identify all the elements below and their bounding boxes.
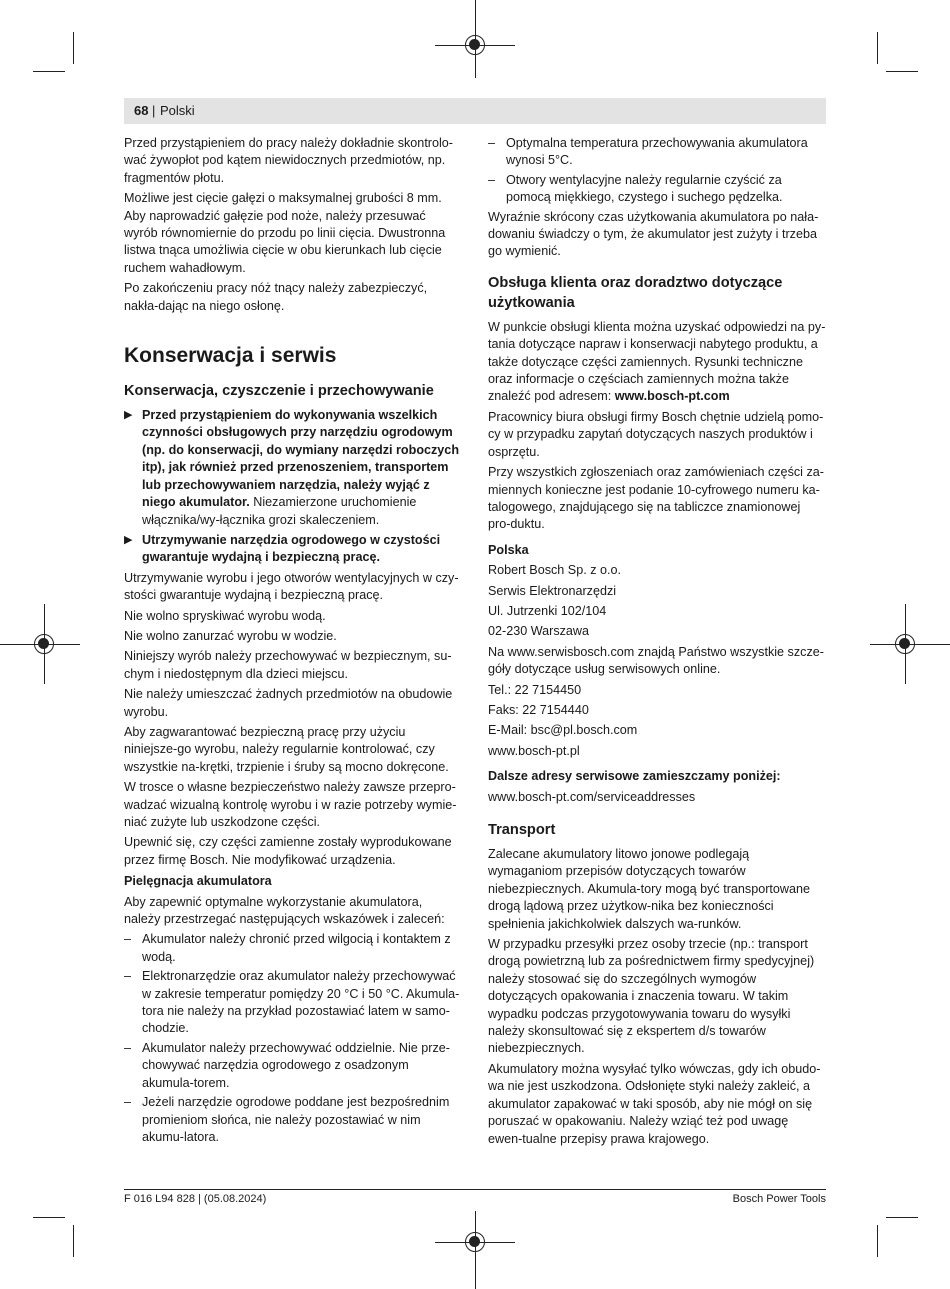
intro-paragraph: Możliwe jest cięcie gałęzi o maksymalnej grubości 8 mm. Aby naprowadzić gałęzie pod noże, należy przesuwać wyrób równomiernie do przodu po linii cięcia. Dwustronna listwa tnąca umożliwia cięcie w obu kierunkach lub cięcie ruchem wahadłowym. (124, 191, 446, 275)
triangle-bullet-icon: ▶ (124, 533, 133, 546)
warning-item (124, 407, 462, 529)
address-line: Ul. Jutrzenki 102/104 (488, 603, 607, 618)
warning-item (124, 532, 462, 567)
intro-paragraph: Przed przystąpieniem do pracy należy dokładnie skontrolo-wać żywopłot pod kątem niewidocznych przedmiotów, np. fragmentów płotu. (124, 136, 454, 185)
warning-bold-text: Przed przystąpieniem do wykonywania wszelkich czynności obsługowych przy narzędziu ogrodowym (np. do konserwacji, do wymiany narzędzi roboczych itp), jak również przed przenoszeniem, transportem lub przechowywaniem narzędzia, należy wyjąć z niego akumulator. (142, 408, 460, 510)
footer-rule (124, 1189, 826, 1190)
header-language: Polski (160, 103, 195, 118)
list-item-text: Optymalna temperatura przechowywania akumulatora wynosi 5°C. (506, 136, 808, 168)
list-item-text: Elektronarzędzie oraz akumulator należy przechowywać w zakresie temperatur pomiędzy 20 °C i 50 °C. Akumula-tora nie należy na przykład pozostawiać latem w samo-chodzie. (142, 969, 460, 1036)
body-paragraph: Nie wolno zanurzać wyrobu w wodzie. (124, 628, 337, 643)
address-line: Robert Bosch Sp. z o.o. (488, 563, 622, 578)
body-paragraph: W trosce o własne bezpieczeństwo należy zawsze przepro-wadzać wizualną kontrolę wyrobu i w razie potrzeby wymie-niać zużyte lub uszkodzone części. (124, 780, 457, 829)
crop-mark (886, 71, 918, 72)
dash-bullet: – (124, 1040, 132, 1055)
page-number: 68 (134, 103, 149, 118)
address-line: www.bosch-pt.pl (488, 743, 580, 758)
registration-mark-icon (465, 35, 485, 55)
page-header-bar (124, 98, 826, 124)
address-line: Tel.: 22 7154450 (488, 682, 582, 697)
list-item (124, 968, 462, 1038)
dash-bullet: – (124, 969, 132, 984)
list-item-text: Otwory wentylacyjne należy regularnie czyścić za pomocą miękkiego, czystego i suchego pędzelka. (506, 172, 783, 205)
crop-mark (73, 1225, 74, 1257)
body-paragraph: Aby zagwarantować bezpieczną pracę przy użyciu niniejsze-go wyrobu, należy regularnie kontrolować, czy wszystkie na-krętki, trzpienie i śruby są mocno dokręcone. (124, 724, 449, 774)
registration-mark-icon (465, 1232, 485, 1252)
body-paragraph: Niniejszy wyrób należy przechowywać w bezpiecznym, su-chym i niedostępnym dla dzieci miejscu. (124, 649, 452, 681)
list-item-text: Jeżeli narzędzie ogrodowe poddane jest bezpośrednim promieniom słońca, nie należy pozostawiać w nim akumu-latora. (142, 1095, 450, 1144)
registration-mark-icon (895, 634, 915, 654)
bosch-website-link[interactable]: www.bosch-pt.com (614, 389, 730, 404)
crop-mark (33, 1217, 65, 1218)
list-item-text: Akumulator należy chronić przed wilgocią i kontaktem z wodą. (142, 932, 451, 964)
crop-mark (877, 1225, 878, 1257)
section-title: Konserwacja i serwis (124, 344, 337, 368)
footer-document-id: F 016 L94 828 | (05.08.2024) (124, 1193, 267, 1205)
list-item (124, 1040, 462, 1092)
crop-mark (73, 32, 74, 64)
body-paragraph: Upewnić się, czy części zamienne zostały wyprodukowane przez firmę Bosch. Nie modyfikować urządzenia. (124, 835, 452, 867)
service-text: W punkcie obsługi klienta można uzyskać odpowiedzi na py-tania dotyczące napraw i konserwacji nabytego produktu, a także dotyczące części zamiennych. Rysunki techniczne oraz informacje o częściach zamiennych można także znaleźć pod adresem: (488, 319, 826, 404)
address-line: 02-230 Warszawa (488, 624, 590, 639)
transport-title: Transport (488, 822, 556, 838)
more-addresses-title: Dalsze adresy serwisowe zamieszczamy poniżej: (488, 769, 781, 784)
service-paragraph: Przy wszystkich zgłoszeniach oraz zamówieniach części za-miennych konieczne jest podanie 10-cyfrowego numeru ka-talogowego, znajdującego się na tabliczce znamionowej pro-duktu. (488, 465, 824, 532)
footer-brand: Bosch Power Tools (732, 1193, 826, 1205)
list-item (488, 172, 826, 207)
battery-end-paragraph: Wyraźnie skrócony czas użytkowania akumulatora po nała-dowaniu świadczy o tym, że akumulator jest zużyty i trzeba go wymienić. (488, 209, 819, 259)
dash-bullet: – (488, 172, 496, 187)
country-heading: Polska (488, 542, 529, 557)
warning-bold-text: Utrzymywanie narzędzia ogrodowego w czystości gwarantuje wydajną i bezpieczną pracę. (142, 532, 441, 565)
address-line: Na www.serwisbosch.com znajdą Państwo wszystkie szcze-góły dotyczące usług serwisowych online. (488, 644, 824, 677)
header-separator: | (152, 103, 156, 118)
service-title: Obsługa klienta oraz doradztwo dotyczące użytkowania (488, 274, 783, 311)
list-item (124, 1094, 462, 1146)
address-line: Faks: 22 7154440 (488, 702, 589, 717)
service-addresses-link[interactable]: www.bosch-pt.com/serviceaddresses (488, 789, 696, 804)
list-item (488, 135, 826, 170)
transport-paragraph: Zalecane akumulatory litowo jonowe podlegają wymaganiom przepisów dotyczących towarów niebezpiecznych. Akumula-tory mogą być transportowane drogą lądową przez użytkow-nika bez konieczności spełnienia jakichkolwiek dalszych wa-runków. (488, 847, 811, 931)
list-item-text: Akumulator należy przechowywać oddzielnie. Nie prze-chowywać narzędzia ogrodowego z osadzonym akumula-torem. (142, 1040, 450, 1090)
battery-care-title: Pielęgnacja akumulatora (124, 874, 272, 889)
transport-paragraph: W przypadku przesyłki przez osoby trzecie (np.: transport drogą powietrzną lub za pośrednictwem firmy spedycyjnej) należy stosować się do szczególnych wymogów dotyczących opakowania i znaczenia towaru. W takim wypadku podczas przygotowywania towaru do wysyłki należy skonsultować się z ekspertem d/s towarów niebezpiecznych. (488, 937, 815, 1056)
dash-bullet: – (488, 136, 496, 150)
dash-bullet: – (124, 1095, 132, 1110)
address-line: E-Mail: bsc@pl.bosch.com (488, 723, 638, 738)
transport-paragraph: Akumulatory można wysyłać tylko wówczas, gdy ich obudo-wa nie jest uszkodzona. Odsłonięte styki należy zakleić, a akumulator zapakować w taki sposób, aby nie mógł on się poruszać w opakowaniu. Należy wziąć też pod uwagę ewen-tualne przepisy prawa krajowego. (488, 1061, 821, 1146)
warning-text: Niezamierzone uruchomienie włącznika/wy-łącznika grozi skaleczeniem. (142, 495, 417, 527)
crop-mark (877, 32, 878, 64)
intro-paragraph: Po zakończeniu pracy nóż tnący należy zabezpieczyć, nakła-dając na niego osłonę. (124, 281, 428, 313)
body-paragraph: Utrzymywanie wyrobu i jego otworów wentylacyjnych w czy-stości gwarantuje wydajną i bezpieczną pracę. (124, 570, 459, 603)
battery-intro: Aby zapewnić optymalne wykorzystanie akumulatora, należy przestrzegać następujących wskazówek i zaleceń: (124, 894, 445, 927)
registration-mark-icon (34, 634, 54, 654)
address-line: Serwis Elektronarzędzi (488, 583, 617, 598)
body-paragraph: Nie należy umieszczać żadnych przedmiotów na obudowie wyrobu. (124, 687, 453, 719)
list-item (124, 931, 462, 966)
triangle-bullet-icon: ▶ (124, 409, 133, 422)
subsection-title: Konserwacja, czyszczenie i przechowywanie (124, 383, 434, 400)
crop-mark (33, 71, 65, 72)
dash-bullet: – (124, 932, 132, 947)
right-column (488, 135, 826, 1151)
body-paragraph: Nie wolno spryskiwać wyrobu wodą. (124, 608, 326, 623)
left-column (124, 135, 462, 1148)
service-paragraph (488, 319, 826, 406)
crop-mark (886, 1217, 918, 1218)
service-paragraph: Pracownicy biura obsługi firmy Bosch chętnie udzielą pomo-cy w przypadku zapytań dotyczących naszych produktów i osprzętu. (488, 409, 824, 459)
